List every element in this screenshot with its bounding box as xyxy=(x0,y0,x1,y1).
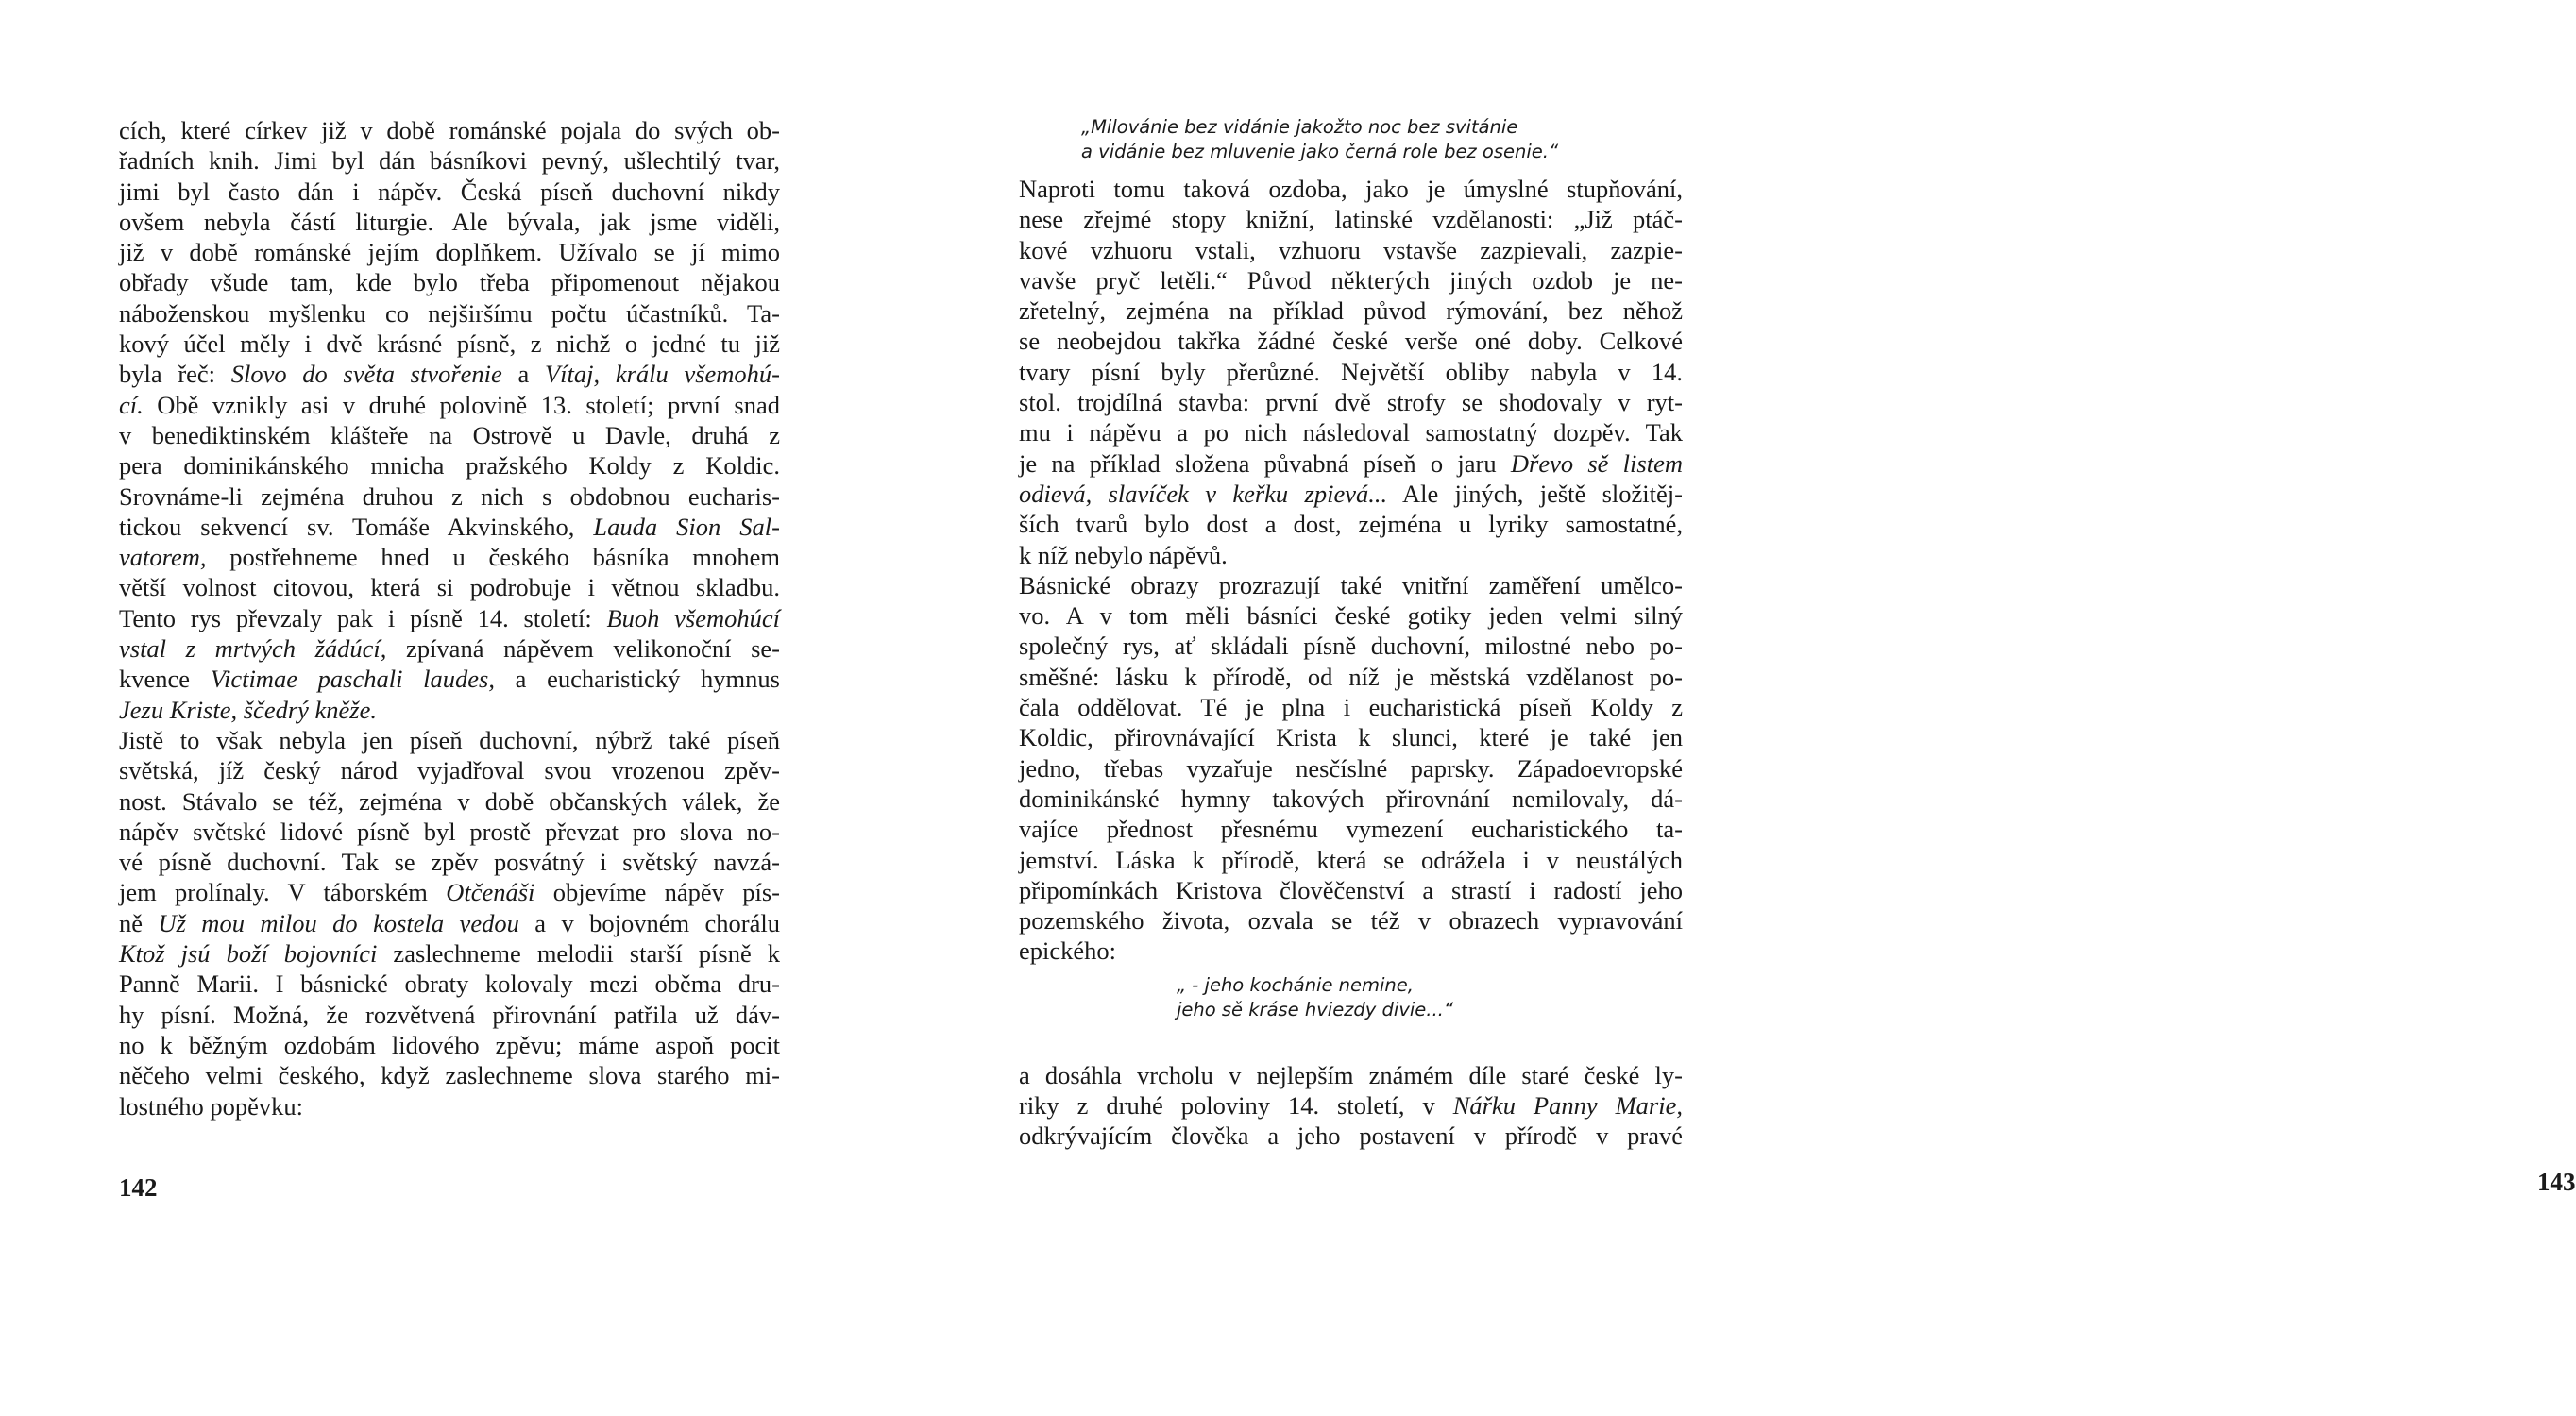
text-segment: větší volnost citovou, která si podrobuje i větnou skladbu. xyxy=(119,573,780,602)
text-line xyxy=(119,390,780,420)
right-page-paragraphs-a xyxy=(1019,174,1683,967)
text-segment: jemství. Láska k přírodě, která se odrážela i v neustálých xyxy=(1019,845,1683,874)
text-segment: kové vzhuoru vstali, vzhuoru vstavše zazpievali, zazpie- xyxy=(1019,235,1683,264)
left-page-text xyxy=(119,115,780,1121)
text-line xyxy=(119,877,780,907)
text-segment: zpívaná nápěvem velikonoční se- xyxy=(386,634,780,664)
text-line xyxy=(1019,1121,1683,1151)
text-line xyxy=(1019,570,1683,600)
text-line xyxy=(119,237,780,267)
left-page xyxy=(0,0,896,1416)
text-line xyxy=(1019,357,1683,387)
text-segment: a eucharistický hymnus xyxy=(494,665,780,694)
text-line xyxy=(1019,692,1683,722)
text-segment: čala oddělovat. Té je plna i eucharistická píseň Koldy z xyxy=(1019,693,1683,722)
text-line xyxy=(119,633,780,664)
text-line xyxy=(119,755,780,785)
text-segment: zaslechneme melodii starší písně k xyxy=(377,939,780,969)
text-segment: vé písně duchovní. Tak se zpěv posvátný i světský navzá- xyxy=(119,848,780,877)
text-segment: Panně Marii. I básnické obraty kolovaly mezi oběma dru- xyxy=(119,969,780,999)
text-line xyxy=(119,725,780,755)
text-segment: vajíce přednost přesnému vymezení eucharistického ta- xyxy=(1019,815,1683,844)
text-line xyxy=(1019,1060,1683,1090)
text-segment: Básnické obrazy prozrazují také vnitřní zaměření umělco- xyxy=(1019,570,1683,599)
verse-line: a vidánie bez mluvenie jako černá role bez osenie.“ xyxy=(1081,141,1559,162)
text-segment: a dosáhla vrcholu v nejlepším známém díle staré české ly- xyxy=(1019,1060,1683,1089)
text-line xyxy=(1019,174,1683,204)
text-segment: a xyxy=(501,360,545,389)
text-segment: řadních knih. Jimi byl dán básníkovi pevný, ušlechtilý tvar, xyxy=(119,146,780,176)
text-line xyxy=(119,145,780,176)
text-line xyxy=(119,1060,780,1090)
text-segment: ovšem nebyla částí liturgie. Ale bývala, jak jsme viděli, xyxy=(119,207,780,236)
text-line xyxy=(1019,600,1683,631)
text-segment: cích, které církev již v době románské pojala do svých ob- xyxy=(119,116,780,144)
italic-title: Ktož jsú boží bojovníci xyxy=(119,939,378,969)
text-segment: je na příklad složena půvabná píseň o jaru xyxy=(1019,448,1511,478)
text-segment: se neobejdou takřka žádné české verše oné doby. Celkové xyxy=(1019,327,1683,356)
text-line xyxy=(1019,265,1683,295)
text-line xyxy=(119,664,780,694)
page-number-left: 142 xyxy=(119,1173,158,1202)
text-line xyxy=(119,908,780,938)
text-segment: ších tvarů bylo dost a dost, zejména u lyriky samostatné, xyxy=(1019,510,1683,539)
text-line xyxy=(119,359,780,389)
text-line xyxy=(1019,204,1683,234)
text-line xyxy=(1019,448,1683,479)
text-line xyxy=(1019,235,1683,265)
text-segment: hy písní. Možná, že rozvětvená přirovnání patřila už dáv- xyxy=(119,1000,780,1029)
text-line xyxy=(119,267,780,297)
text-line xyxy=(119,847,780,877)
text-line xyxy=(119,1030,780,1060)
text-segment: pera dominikánského mnicha pražského Koldy z Koldic. xyxy=(119,451,780,480)
page-number-right: 143 xyxy=(2537,1168,2576,1196)
italic-title: Dřevo sě listem xyxy=(1510,448,1683,478)
text-line xyxy=(119,207,780,237)
text-segment: riky z druhé poloviny 14. století, v xyxy=(1019,1091,1453,1121)
text-segment: tvary písní byly přerůzné. Největší obliby nabyla v 14. xyxy=(1019,357,1683,386)
italic-title: Nářku Panny Marie, xyxy=(1452,1091,1683,1121)
verse-line: jeho sě krásе hviezdy divie...“ xyxy=(1177,999,1453,1020)
text-line xyxy=(119,115,780,145)
text-segment: pozemského života, ozvala se též v obrazech vypravování xyxy=(1019,906,1683,936)
right-page xyxy=(896,0,2576,1416)
text-segment: vavše pryč letěli.“ Původ některých jiných ozdob je ne- xyxy=(1019,265,1683,295)
text-line xyxy=(1019,814,1683,844)
text-segment: nese zřejmé stopy knižní, latinské vzdělanosti: „Již ptáč- xyxy=(1019,205,1683,234)
text-line xyxy=(1019,387,1683,417)
text-line xyxy=(119,603,780,633)
text-segment: no k běžným ozdobám lidového zpěvu; máme aspoň pocit xyxy=(119,1030,780,1059)
text-segment: Koldic, přirovnávající Krista k slunci, které je také jen xyxy=(1019,723,1683,752)
text-line xyxy=(119,817,780,847)
italic-title: vatorem, xyxy=(119,543,207,572)
text-line xyxy=(1019,905,1683,936)
italic-title: Otčenáši xyxy=(446,878,535,907)
text-segment: tickou sekvencí sv. Tomáše Akvinského, xyxy=(119,512,594,541)
text-segment: postřehneme hned u českého básníka mnohem xyxy=(206,543,780,572)
text-line xyxy=(1019,417,1683,447)
text-line xyxy=(119,572,780,602)
text-line xyxy=(119,938,780,969)
text-segment: epického: xyxy=(1019,936,1117,966)
text-segment: zřetelný, zejména na příklad původ rýmování, bez něhož xyxy=(1019,296,1683,326)
text-line xyxy=(1019,936,1683,966)
text-line xyxy=(1019,509,1683,539)
text-line xyxy=(119,481,780,512)
text-line xyxy=(1019,631,1683,661)
text-line xyxy=(119,450,780,480)
italic-title: Slovo do světa stvořenie xyxy=(230,360,502,389)
text-segment: k níž nebylo nápěvů. xyxy=(1019,540,1228,569)
text-line xyxy=(1019,295,1683,326)
text-segment: Ale jiných, ještě složitěj- xyxy=(1387,479,1683,508)
verse-line: „ - jeho kochánie nemine, xyxy=(1177,974,1414,996)
text-segment: odkrývajícím člověka a jeho postavení v přírodě v pravé xyxy=(1019,1121,1683,1151)
text-segment: náboženskou myšlenku co nejširšímu počtu účastníků. Ta- xyxy=(119,298,780,328)
right-page-paragraphs-b xyxy=(1019,1060,1683,1152)
text-segment: Obě vznikly asi v druhé polovině 13. století; první snad xyxy=(143,390,780,419)
italic-title: Jezu Kriste, ščedrý kněže. xyxy=(119,695,378,724)
text-segment: již v době románské jejím doplňkem. Užívalo se jí mimo xyxy=(119,238,780,267)
text-line xyxy=(119,329,780,359)
text-segment: kvence xyxy=(119,665,211,694)
text-segment: byla řeč: xyxy=(119,360,231,389)
text-segment: světská, jíž český národ vyjadřoval svou vrozenou zpěv- xyxy=(119,756,780,785)
text-segment: nápěv světské lidové písně byl prostě převzat pro slova no- xyxy=(119,817,780,846)
text-segment: obřady všude tam, kde bylo třeba připomenout nějakou xyxy=(119,268,780,297)
italic-title: Victimae paschali laudes, xyxy=(210,665,495,694)
verse-quote-top xyxy=(1081,115,1558,164)
text-segment: něčeho velmi českého, když zaslechneme slova starého mi- xyxy=(119,1061,780,1090)
text-segment: dominikánské hymny takových přirovnání nemilovaly, dá- xyxy=(1019,784,1683,813)
text-segment: nost. Stávalo se též, zejména v době občanských válek, že xyxy=(119,786,780,816)
text-segment: vo. A v tom měli básníci české gotiky jeden velmi silný xyxy=(1019,601,1683,631)
text-line xyxy=(1019,1090,1683,1121)
text-segment: mu i nápěvu a po nich následoval samostatný dozpěv. Tak xyxy=(1019,418,1683,447)
italic-title: Už mou milou do kostela vedou xyxy=(158,908,519,937)
text-segment: směšné: lásku k přírodě, od níž je městská vzdělanost po- xyxy=(1019,662,1683,691)
text-segment: Srovnáme-li zejména druhou z nich s obdobnou eucharis- xyxy=(119,481,780,511)
text-line xyxy=(1019,479,1683,509)
text-line xyxy=(119,969,780,999)
verse-line: „Milovánie bez vidánie jakožto noc bez svitánie xyxy=(1081,116,1518,138)
text-line xyxy=(1019,845,1683,875)
text-line xyxy=(119,695,780,725)
text-segment: ně xyxy=(119,908,159,937)
text-line xyxy=(119,177,780,207)
text-line xyxy=(1019,540,1683,570)
italic-title: Buoh všemohúcí xyxy=(606,603,780,632)
text-segment: společný rys, ať skládali písně duchovní, milostné nebo po- xyxy=(1019,632,1683,661)
italic-title: cí. xyxy=(119,390,144,419)
text-line xyxy=(119,298,780,329)
text-segment: objevíme nápěv pís- xyxy=(534,878,780,907)
text-segment: Jistě to však nebyla jen píseň duchovní, nýbrž také píseň xyxy=(119,725,780,754)
text-segment: v benediktinském klášteře na Ostrově u Davle, druhá z xyxy=(119,420,780,449)
italic-title: Lauda Sion Sal- xyxy=(593,512,780,541)
text-line xyxy=(119,1091,780,1121)
text-segment: Tento rys převzaly pak i písně 14. století: xyxy=(119,603,607,632)
text-line xyxy=(119,786,780,817)
text-line xyxy=(1019,326,1683,356)
text-segment: jimi byl často dán i nápěv. Česká píseň duchovní nikdy xyxy=(119,177,780,206)
text-segment: a v bojovném chorálu xyxy=(518,908,780,937)
italic-title: vstal z mrtvých žádúcí, xyxy=(119,634,387,664)
text-segment: Naproti tomu taková ozdoba, jako je úmyslné stupňování, xyxy=(1019,175,1683,203)
verse-quote-mid xyxy=(1177,973,1453,1022)
text-segment: kový účel měly i dvě krásné písně, z nichž o jedné tu již xyxy=(119,329,780,359)
text-segment: připomínkách Kristova člověčenství a strastí i radostí jeho xyxy=(1019,875,1683,904)
text-segment: stol. trojdílná stavba: první dvě strofy se shodovaly v ryt- xyxy=(1019,388,1683,417)
text-line xyxy=(1019,722,1683,752)
text-line xyxy=(119,420,780,450)
text-line xyxy=(119,542,780,572)
italic-title: odievá, slavíček v keřku zpievá... xyxy=(1019,479,1388,508)
text-line xyxy=(1019,784,1683,814)
text-segment: lostného popěvku: xyxy=(119,1091,304,1121)
text-line xyxy=(1019,875,1683,905)
text-segment: jedno, třebas vyzařuje nesčíslné paprsky. Západoevropské xyxy=(1019,753,1683,783)
text-line xyxy=(1019,662,1683,692)
text-line xyxy=(119,512,780,542)
text-line xyxy=(119,1000,780,1030)
text-segment: jem prolínaly. V táborském xyxy=(119,878,447,907)
text-line xyxy=(1019,753,1683,784)
italic-title: Vítaj, králu všemohú- xyxy=(544,360,781,389)
